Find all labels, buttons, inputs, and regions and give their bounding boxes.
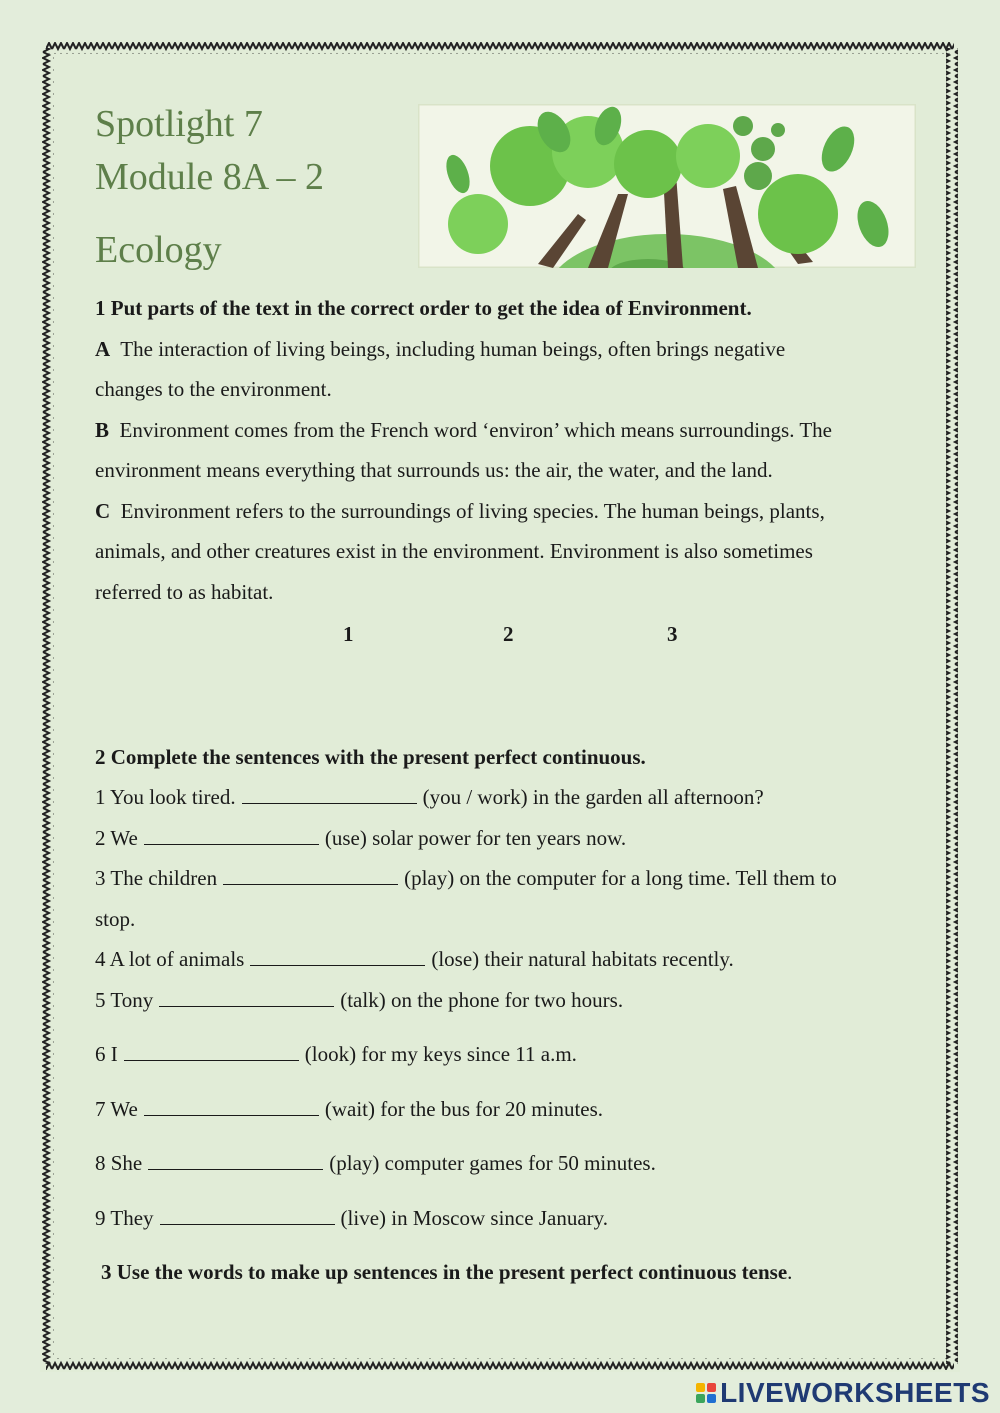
- answer-blank-4[interactable]: [250, 945, 425, 966]
- liveworksheets-logo: [696, 1377, 990, 1409]
- answer-blank-2[interactable]: [144, 824, 319, 845]
- worksheet-page: [40, 40, 960, 1372]
- answer-blank-1[interactable]: [242, 783, 417, 804]
- sentence-2: 2 We (use) solar power for ten years now.: [95, 825, 627, 850]
- answer-blank-7[interactable]: [144, 1095, 319, 1116]
- sentence-1: 1 You look tired. (you / work) in the garden all afternoon?: [95, 785, 764, 809]
- topic-title: Ecology: [95, 229, 222, 271]
- part-c-line-3: referred to as habitat.: [95, 579, 274, 604]
- liveworksheets-logo-icon: [696, 1383, 716, 1403]
- sentence-3: 3 The children (play) on the computer for a long time. Tell them to: [95, 866, 837, 890]
- answer-blank-3[interactable]: [223, 864, 398, 885]
- sentence-5: 5 Tony (talk) on the phone for two hours.: [95, 987, 624, 1012]
- sentence-3-continued: stop.: [95, 906, 136, 931]
- sentence-4: 4 A lot of animals (lose) their natural habitats recently.: [95, 947, 734, 971]
- sentence-7: 7 We (wait) for the bus for 20 minutes.: [95, 1096, 604, 1121]
- exercise-3-title: 3 Use the words to make up sentences in the present perfect continuous tense.: [101, 1260, 793, 1284]
- exercise-1-title: 1 Put parts of the text in the correct order to get the idea of Environment.: [95, 296, 752, 320]
- sentence-8: 8 She (play) computer games for 50 minutes.: [95, 1151, 656, 1175]
- part-c: C Environment refers to the surroundings of living species. The human beings, plants,: [95, 498, 825, 523]
- answer-blank-8[interactable]: [148, 1149, 323, 1170]
- order-slot-3[interactable]: 3: [667, 622, 678, 646]
- answer-blank-9[interactable]: [160, 1204, 335, 1225]
- exercise-2-title: 2 Complete the sentences with the present perfect continuous.: [95, 744, 646, 769]
- order-answer-slots: [95, 614, 930, 655]
- answer-blank-6[interactable]: [124, 1040, 299, 1061]
- worksheet-header: [95, 98, 324, 277]
- trees-globe-banner: [418, 104, 916, 268]
- part-b: B Environment comes from the French word ‘environ’ which means surroundings. The: [95, 417, 832, 442]
- part-a: A The interaction of living beings, including human beings, often brings negative: [95, 336, 786, 361]
- course-title: Spotlight 7: [95, 103, 263, 145]
- module-title: Module 8A – 2: [95, 156, 325, 198]
- part-b-line-2: environment means everything that surrounds us: the air, the water, and the land.: [95, 458, 773, 482]
- order-slot-1[interactable]: 1: [343, 622, 354, 646]
- sentence-6: 6 I (look) for my keys since 11 a.m.: [95, 1042, 577, 1066]
- part-a-line-2: changes to the environment.: [95, 377, 332, 401]
- order-slot-2[interactable]: 2: [503, 622, 514, 646]
- sentence-9: 9 They (live) in Moscow since January.: [95, 1205, 609, 1230]
- liveworksheets-logo-text: LIVEWORKSHEETS: [720, 1377, 990, 1408]
- part-c-line-2: animals, and other creatures exist in the environment. Environment is also sometimes: [95, 539, 813, 563]
- answer-blank-5[interactable]: [159, 986, 334, 1007]
- worksheet-content: [95, 288, 930, 1293]
